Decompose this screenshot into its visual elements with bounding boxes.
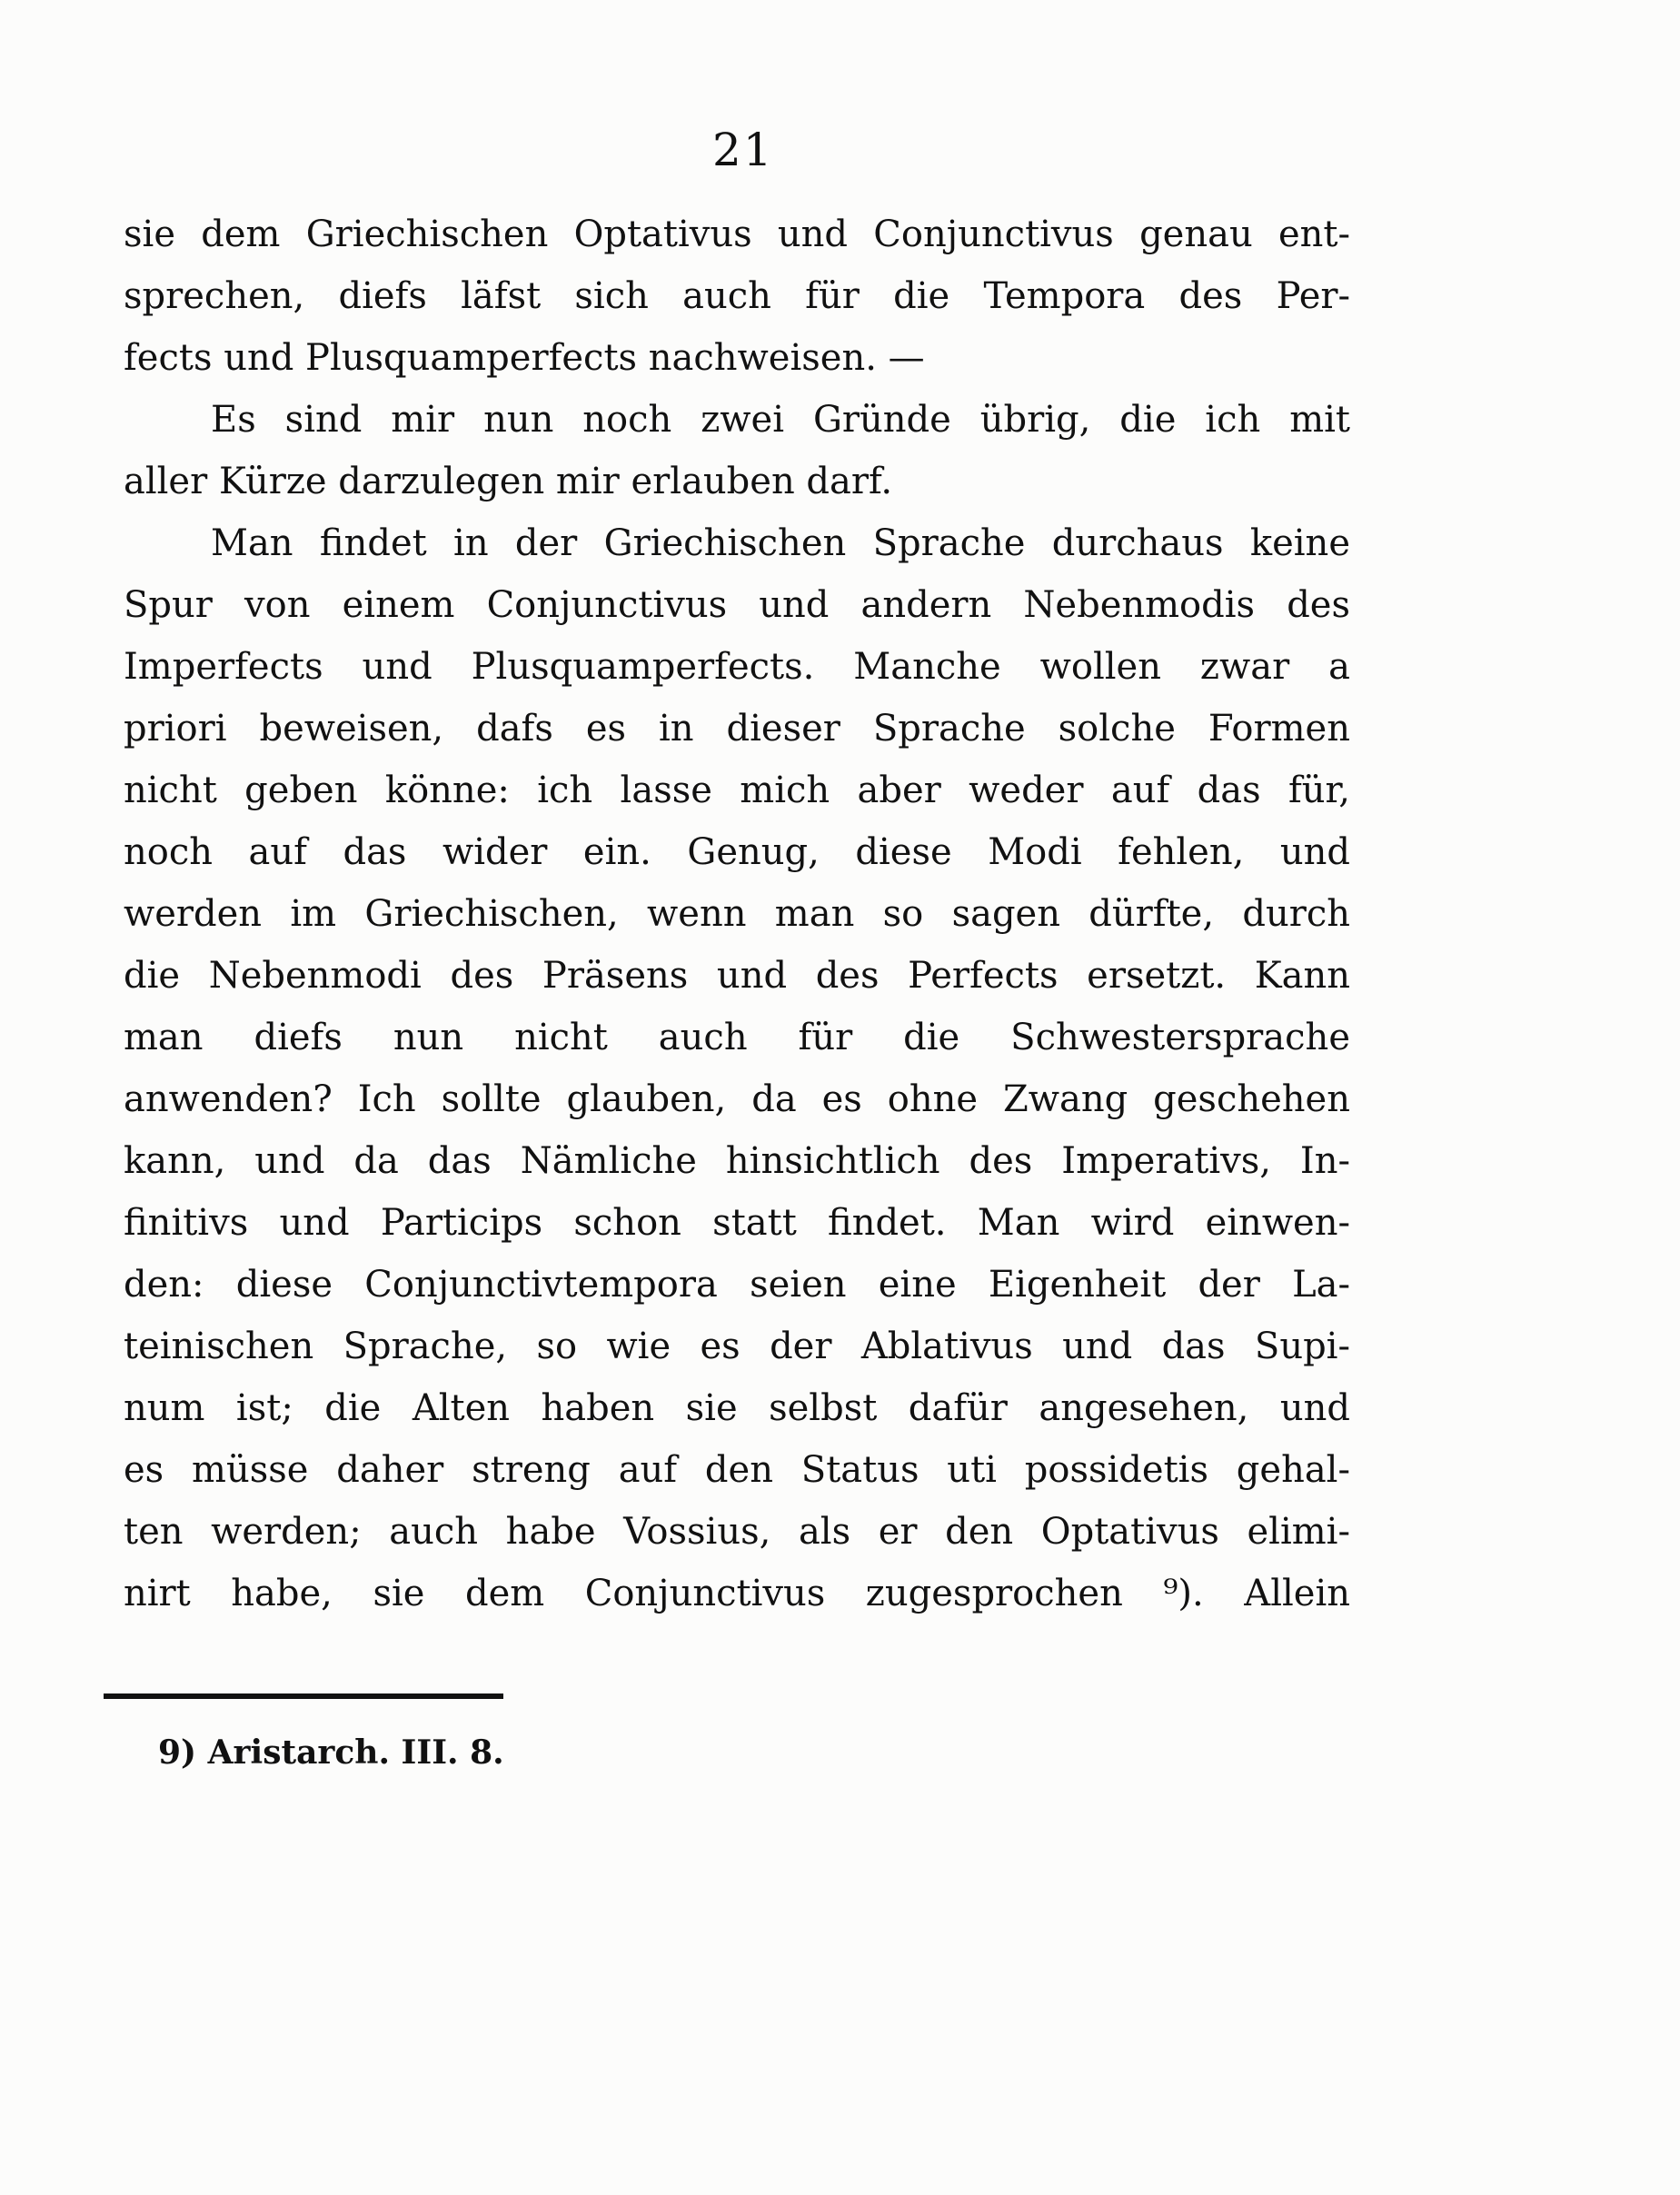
text-line: es müsse daher streng auf den Status uti possidetis gehal- bbox=[124, 1449, 1350, 1491]
text-line: kann, und da das Nämliche hinsichtlich des Imperativs, In- bbox=[124, 1140, 1350, 1182]
text-line: fects und Plusquamperfects nachweisen. — bbox=[124, 337, 925, 379]
text-line: teinischen Sprache, so wie es der Ablativus und das Supi- bbox=[124, 1326, 1350, 1367]
text-line: num ist; die Alten haben sie selbst dafür angesehen, und bbox=[124, 1387, 1350, 1429]
text-line: anwenden? Ich sollte glauben, da es ohne Zwang geschehen bbox=[124, 1078, 1350, 1120]
body-text bbox=[124, 204, 1350, 1624]
text-line: den: diese Conjunctivtempora seien eine Eigenheit der La- bbox=[124, 1264, 1350, 1306]
text-line: sie dem Griechischen Optativus und Conjunctivus genau ent- bbox=[124, 214, 1350, 255]
text-line: Man findet in der Griechischen Sprache durchaus keine bbox=[211, 522, 1350, 564]
text-line: aller Kürze darzulegen mir erlauben darf. bbox=[124, 461, 893, 502]
page-number: 21 bbox=[712, 124, 774, 176]
text-line: Es sind mir nun noch zwei Gründe übrig, die ich mit bbox=[211, 399, 1350, 441]
text-line: Imperfects und Plusquamperfects. Manche wollen zwar a bbox=[124, 646, 1350, 688]
text-line: man diefs nun nicht auch für die Schwestersprache bbox=[124, 1017, 1350, 1058]
text-line: werden im Griechischen, wenn man so sagen dürfte, durch bbox=[124, 893, 1350, 935]
text-line: finitivs und Particips schon statt findet. Man wird einwen- bbox=[124, 1202, 1350, 1244]
text-line: die Nebenmodi des Präsens und des Perfects ersetzt. Kann bbox=[124, 955, 1350, 997]
text-line: Spur von einem Conjunctivus und andern Nebenmodis des bbox=[124, 584, 1350, 626]
text-line: noch auf das wider ein. Genug, diese Modi fehlen, und bbox=[124, 831, 1350, 873]
text-line: nicht geben könne: ich lasse mich aber weder auf das für, bbox=[124, 770, 1350, 811]
footnote: 9) Aristarch. III. 8. bbox=[158, 1733, 504, 1772]
text-line: nirt habe, sie dem Conjunctivus zugesprochen ⁹). Allein bbox=[124, 1573, 1350, 1614]
text-line: ten werden; auch habe Vossius, als er den Optativus elimi- bbox=[124, 1511, 1350, 1553]
footnote-rule bbox=[104, 1693, 503, 1699]
text-line: sprechen, diefs läfst sich auch für die Tempora des Per- bbox=[124, 275, 1350, 317]
text-line: priori beweisen, dafs es in dieser Sprache solche Formen bbox=[124, 708, 1350, 750]
